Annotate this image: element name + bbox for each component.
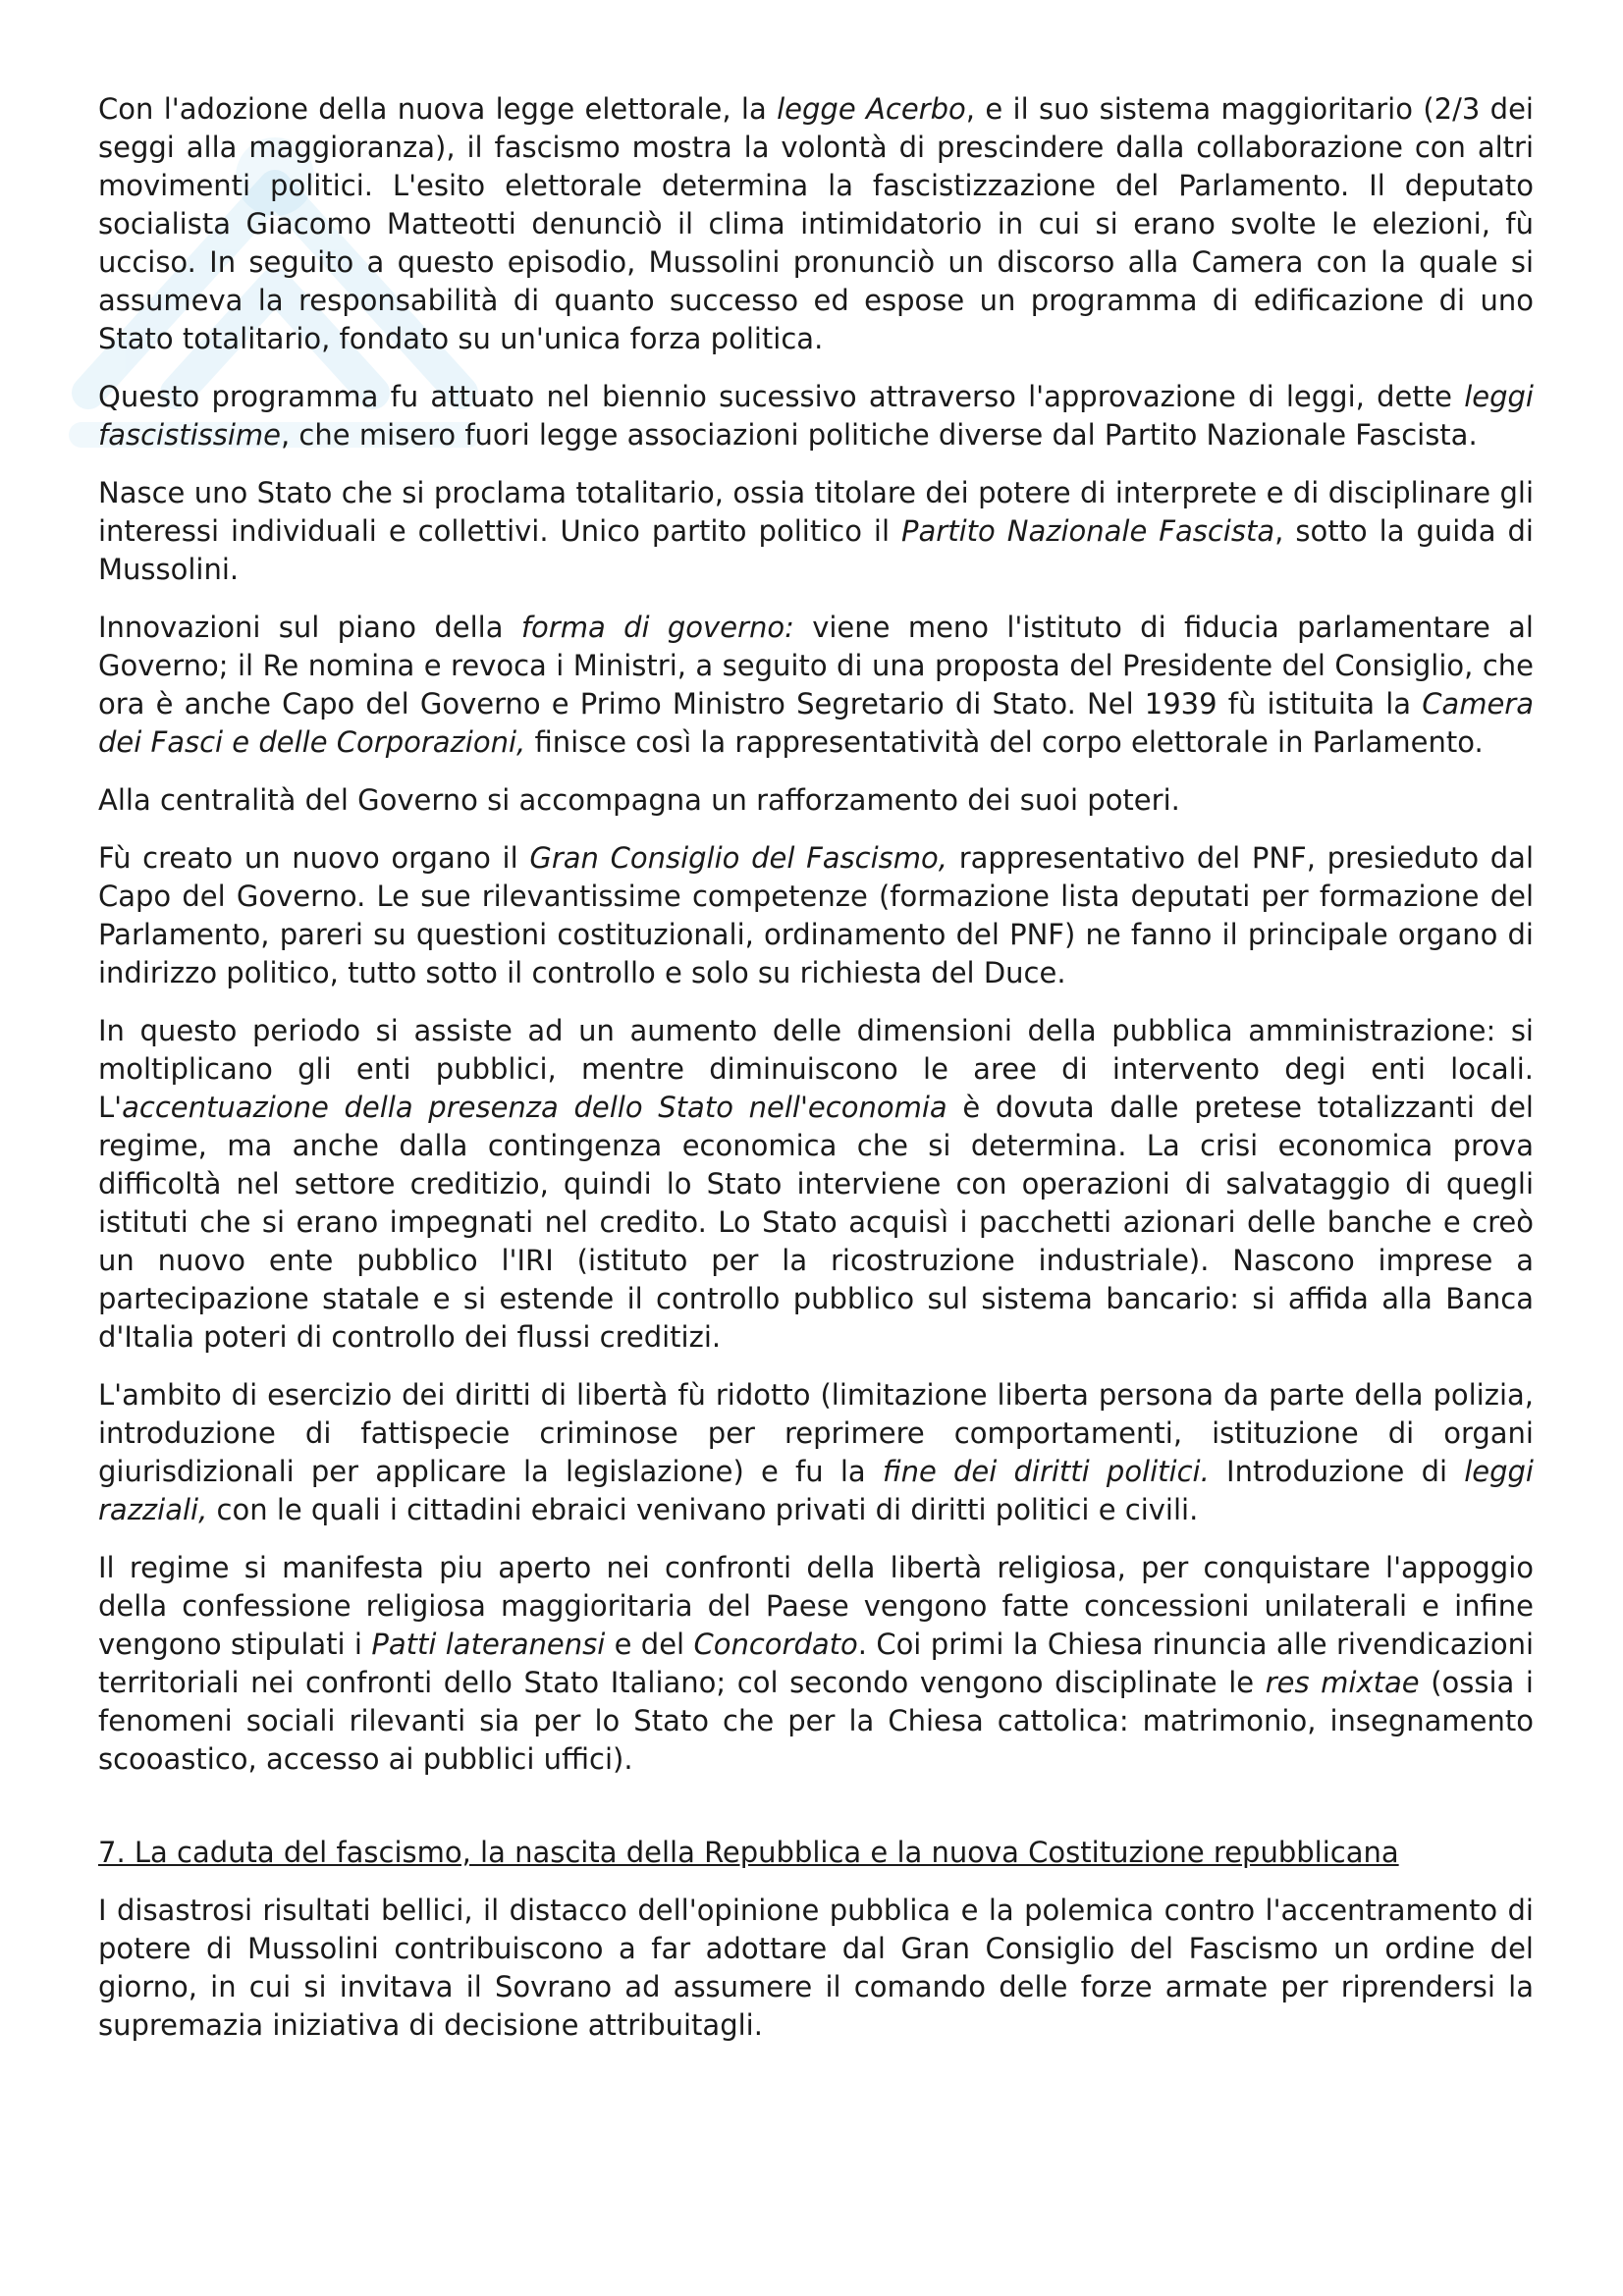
body-paragraphs [98,90,1534,1779]
text-run: . Coi primi la Chiesa rinuncia alle rivendicazioni territoriali nei confronti dello Stato Italiano; col secondo vengono disciplinate le [98,1628,1535,1699]
text-run: è dovuta dalle pretese totalizzanti del regime, ma anche dalla contingenza economica che si determina. La crisi economica prova difficoltà nel settore creditizio, quindi lo Stato interviene con operazioni di salvataggio di quegli istituti che si erano impegnati nel credito. Lo Stato acquisì i pacchetti azionari delle banche e creò un nuovo ente pubblico l'IRI (istituto per la ricostruzione industriale). Nascono imprese a partecipazione statale e si estende il controllo pubblico sul sistema bancario: si affida alla Banca d'Italia poteri di controllo dei flussi creditizi. [98,1091,1534,1354]
text-run: finisce così la rappresentatività del corpo elettorale in Parlamento. [525,725,1484,759]
text-run: Fù creato un nuovo organo il [98,841,530,875]
text-run: (ossia i fenomeni sociali rilevanti sia per lo Stato che per la Chiesa cattolica: matrimonio, insegnamento scooastico, accesso ai pubblici uffici). [98,1666,1534,1776]
italic-text: accentuazione della presenza dello Stato nell'economia [122,1091,947,1124]
text-run: Il regime si manifesta piu aperto nei confronti della libertà religiosa, per conquistare l'appoggio della confessione religiosa maggioritaria del Paese vengono fatte concessioni unilaterali e infine vengono stipulati i [98,1551,1534,1661]
paragraph [98,1376,1534,1529]
italic-text: Partito Nazionale Fascista [901,514,1275,548]
italic-text: forma di governo: [520,611,794,644]
italic-text: leggi fascistissime [98,380,1534,452]
text-run: In questo periodo si assiste ad un aumento delle dimensioni della pubblica amministrazione: si moltiplicano gli enti pubblici, mentre diminuiscono le aree di intervento degi enti locali. L' [98,1014,1534,1124]
italic-text: Camera dei Fasci e delle Corporazioni, [98,687,1534,759]
paragraph [98,781,1534,820]
italic-text: Gran Consiglio del Fascismo, [529,841,947,875]
italic-text: Patti lateranensi [371,1628,606,1661]
paragraph [98,378,1534,454]
paragraph [98,1012,1534,1357]
text-run: Questo programma fu attuato nel biennio sucessivo attraverso l'approvazione di leggi, dette [98,380,1465,413]
document-page [98,90,1534,2045]
text-run: Introduzione di [1209,1455,1465,1488]
paragraph [98,609,1534,762]
italic-text: res mixtae [1265,1666,1420,1699]
text-run: e del [605,1628,694,1661]
text-run: , sotto la guida di Mussolini. [98,514,1534,586]
text-run: Innovazioni sul piano della [98,611,521,644]
text-run: Nasce uno Stato che si proclama totalitario, ossia titolare dei potere di interprete e di disciplinare gli interessi individuali e collettivi. Unico partito politico il [98,476,1534,548]
text-run: rappresentativo del PNF, presieduto dal Capo del Governo. Le sue rilevantissime competenze (formazione lista deputati per formazione del Parlamento, pareri su questioni costituzionali, ordinamento del PNF) ne fanno il principale organo di indirizzo politico, tutto sotto il controllo e solo su richiesta del Duce. [98,841,1534,989]
text-run: viene meno l'istituto di fiducia parlamentare al Governo; il Re nomina e revoca i Ministri, a seguito di una proposta del Presidente del Consiglio, che ora è anche Capo del Governo e Primo Ministro Segretario di Stato. Nel 1939 fù istituita la [98,611,1534,721]
italic-text: Concordato [693,1628,858,1661]
text-run: Con l'adozione della nuova legge elettorale, la [98,92,778,126]
paragraph [98,1892,1534,2045]
italic-text: legge Acerbo [777,92,966,126]
text-run: I disastrosi risultati bellici, il distacco dell'opinione pubblica e la polemica contro l'accentramento di potere di Mussolini contribuiscono a far adottare dal Gran Consiglio del Fascismo un ordine del giorno, in cui si invitava il Sovrano ad assumere il comando delle forze armate per riprendersi la supremazia iniziativa di decisione attribuitagli. [98,1894,1534,2042]
paragraph [98,839,1534,992]
paragraph [98,474,1534,589]
text-run: L'ambito di esercizio dei diritti di libertà fù ridotto (limitazione liberta persona da parte della polizia, introduzione di fattispecie criminose per reprimere comportamenti, istituzione di organi giurisdizionali per applicare la legislazione) e fu la [98,1378,1534,1488]
section-paragraphs [98,1892,1534,2045]
paragraph [98,90,1534,358]
paragraph [98,1549,1534,1779]
text-run: , che misero fuori legge associazioni politiche diverse dal Partito Nazionale Fascista. [281,418,1478,452]
italic-text: fine dei diritti politici. [882,1455,1210,1488]
section-heading: 7. La caduta del fascismo, la nascita della Repubblica e la nuova Costituzione repubblicana [98,1836,1399,1869]
italic-text: leggi razziali, [98,1455,1534,1526]
text-run: con le quali i cittadini ebraici venivano privati di diritti politici e civili. [207,1493,1199,1526]
text-run: Alla centralità del Governo si accompagna un rafforzamento dei suoi poteri. [98,783,1180,817]
text-run: , e il suo sistema maggioritario (2/3 dei seggi alla maggioranza), il fascismo mostra la volontà di prescindere dalla collaborazione con altri movimenti politici. L'esito elettorale determina la fascistizzazione del Parlamento. Il deputato socialista Giacomo Matteotti denunciò il clima intimidatorio in cui si erano svolte le elezioni, fù ucciso. In seguito a questo episodio, Mussolini pronunciò un discorso alla Camera con la quale si assumeva la responsabilità di quanto successo ed espose un programma di edificazione di uno Stato totalitario, fondato su un'unica forza politica. [98,92,1534,355]
